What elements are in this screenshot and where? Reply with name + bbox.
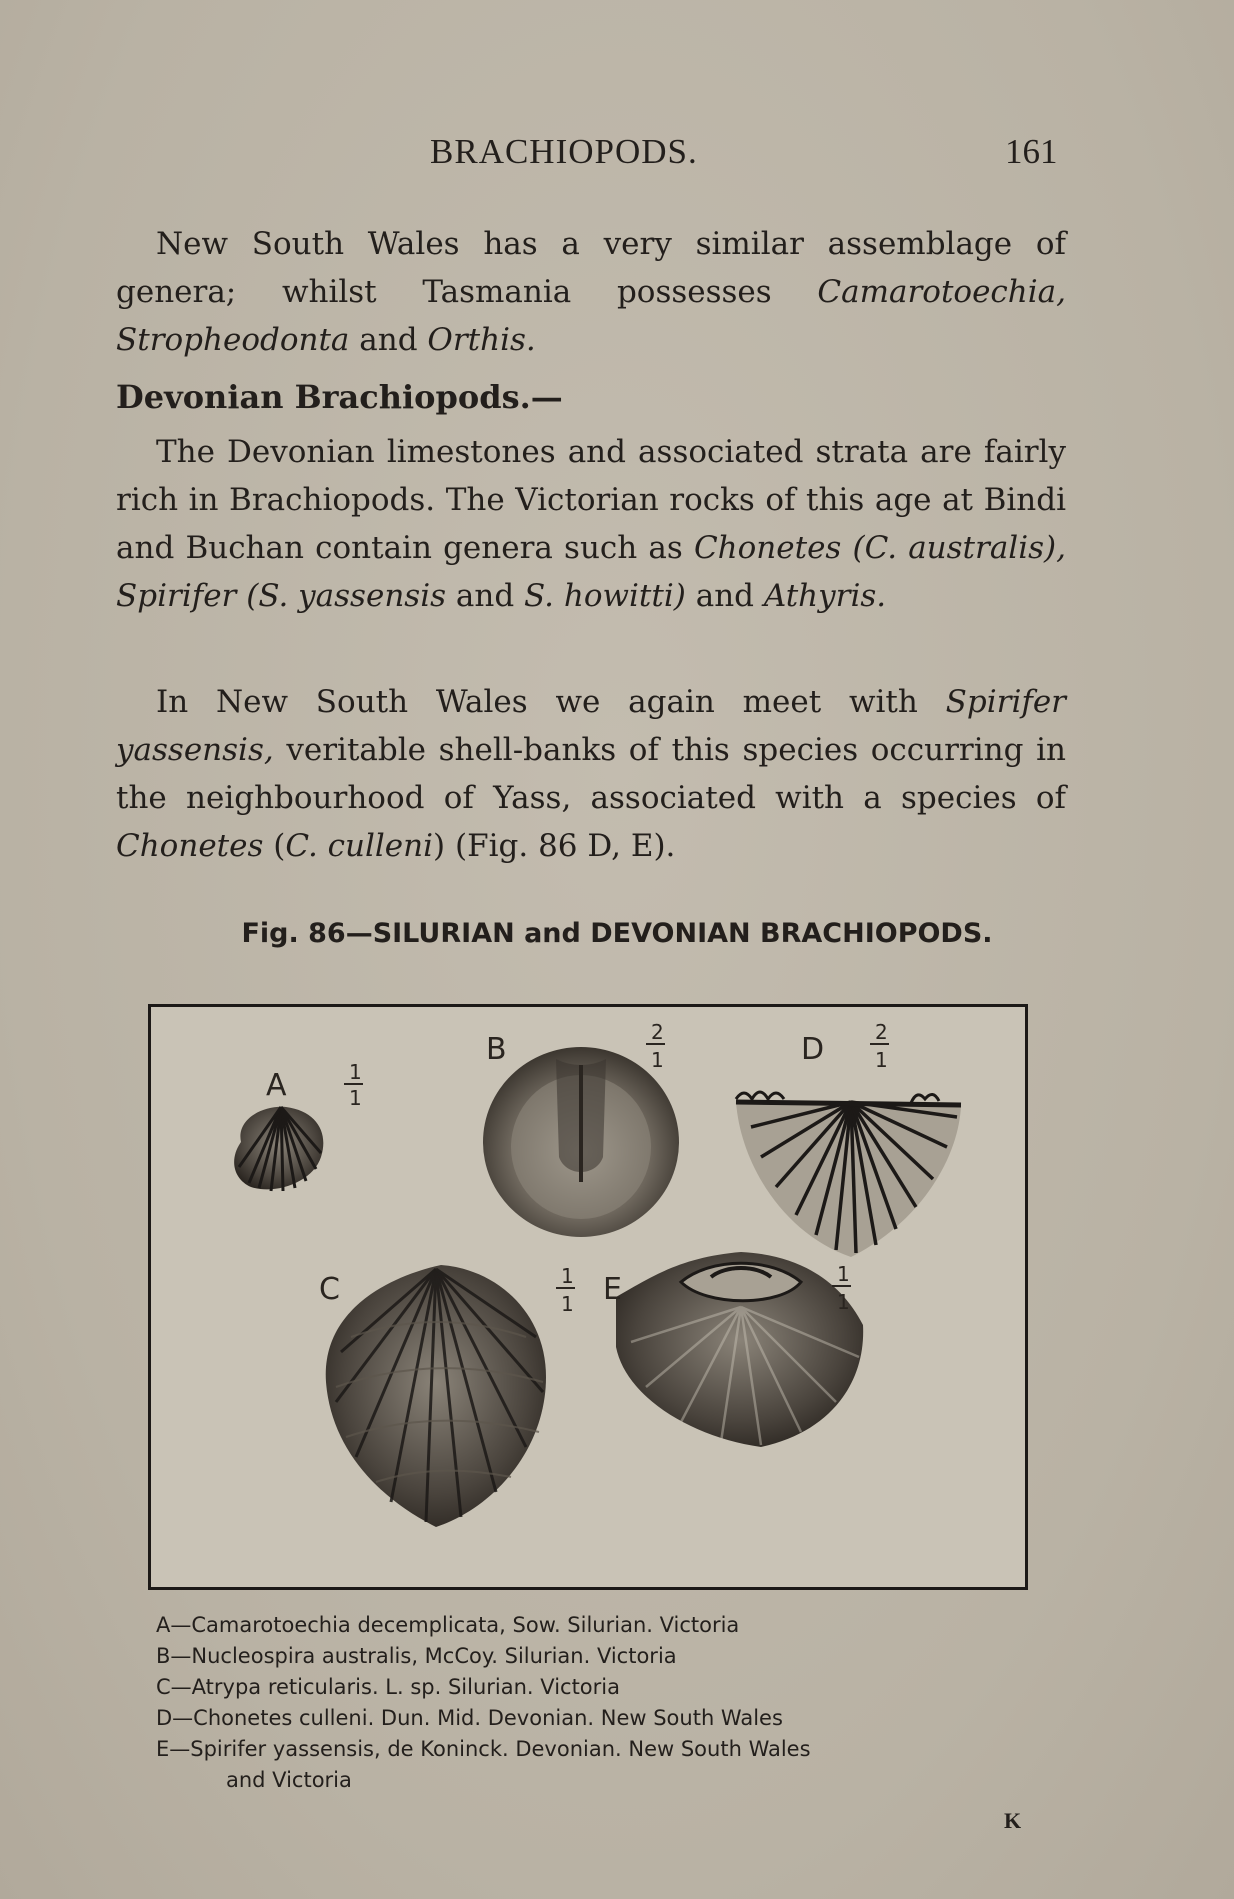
specimen-e-scale-top: 1 xyxy=(837,1262,850,1286)
specimen-c-scale-bottom: 1 xyxy=(561,1292,574,1316)
p3-italic-1: Spirifer yassensis, xyxy=(116,684,1066,768)
plate-illustration xyxy=(151,1007,1025,1587)
specimen-c-shell xyxy=(326,1265,546,1527)
p1-text-3: and xyxy=(349,322,428,358)
p2-text-1: The Devonian limestones and associated strata are fairly rich in Brachiopods. The Victorian rocks of this age at Bindi and Buchan contain genera such as xyxy=(116,434,1066,566)
specimen-b-scale-bottom: 1 xyxy=(651,1048,664,1072)
caption-b: B—Nucleospira australis, McCoy. Silurian. Victoria xyxy=(156,1644,677,1668)
specimen-a-scale-top: 1 xyxy=(349,1060,362,1084)
p2-text-2: and xyxy=(446,578,525,614)
p3-text-1: In New South Wales we again meet with xyxy=(156,684,946,720)
specimen-d-scale-top: 2 xyxy=(875,1020,888,1044)
caption-c: C—Atrypa reticularis. L. sp. Silurian. Victoria xyxy=(156,1675,620,1699)
p2-text-3: and xyxy=(685,578,764,614)
specimen-a-scale-bottom: 1 xyxy=(349,1086,362,1110)
figure-title: Fig. 86—SILURIAN and DEVONIAN BRACHIOPODS. xyxy=(241,918,993,949)
paragraph-3 xyxy=(116,678,1066,870)
specimen-e-shell xyxy=(616,1252,863,1447)
caption-d: D—Chonetes culleni. Dun. Mid. Devonian. New South Wales xyxy=(156,1706,783,1730)
specimen-e-label: E xyxy=(603,1272,622,1307)
caption-a: A—Camarotoechia decemplicata, Sow. Silurian. Victoria xyxy=(156,1613,740,1637)
p1-italic-1: Camarotoechia, xyxy=(817,274,1066,310)
p3-text-3: ( xyxy=(263,828,286,864)
p1-italic-3: Orthis. xyxy=(427,322,536,358)
section-heading: Devonian Brachiopods.— xyxy=(116,378,563,416)
caption-e: E—Spirifer yassensis, de Koninck. Devonian. New South Wales xyxy=(156,1737,811,1761)
signature-mark: K xyxy=(1004,1808,1022,1833)
specimen-d-scale-bottom: 1 xyxy=(875,1048,888,1072)
p3-text-2: veritable shell-banks of this species occurring in the neighbourhood of Yass, associated with a species of xyxy=(116,732,1066,816)
p3-italic-2: Chonetes xyxy=(116,828,264,864)
specimen-d-label: D xyxy=(801,1032,825,1067)
page-number: 161 xyxy=(1005,132,1058,171)
p1-text-1: New South Wales has a very similar assemblage of genera; whilst Tasmania possesses xyxy=(116,226,1066,310)
p2-italic-1: Chonetes (C. australis), Spirifer (S. yassensis xyxy=(116,530,1066,614)
p2-italic-3: Athyris. xyxy=(763,578,887,614)
specimen-b-shell xyxy=(483,1047,679,1237)
specimen-d-shell xyxy=(736,1092,961,1257)
figure-captions xyxy=(156,1610,1056,1796)
specimen-a-label: A xyxy=(266,1068,287,1103)
running-title: BRACHIOPODS. xyxy=(430,132,698,171)
paragraph-2 xyxy=(116,428,1066,620)
p1-italic-2: Stropheodonta xyxy=(116,322,350,358)
p2-italic-2: S. howitti) xyxy=(524,578,686,614)
caption-e-continued: and Victoria xyxy=(226,1768,352,1792)
specimen-b-scale-top: 2 xyxy=(651,1020,664,1044)
p3-text-4: ) (Fig. 86 D, E). xyxy=(433,828,676,864)
specimen-c-scale-top: 1 xyxy=(561,1264,574,1288)
paragraph-1 xyxy=(116,220,1066,364)
specimen-c-label: C xyxy=(319,1272,340,1307)
specimen-b-label: B xyxy=(486,1032,507,1067)
p3-italic-3: C. culleni xyxy=(285,828,434,864)
figure-plate xyxy=(148,1004,1028,1590)
specimen-a-shell xyxy=(234,1107,323,1191)
specimen-e-scale-bottom: 1 xyxy=(837,1290,850,1314)
